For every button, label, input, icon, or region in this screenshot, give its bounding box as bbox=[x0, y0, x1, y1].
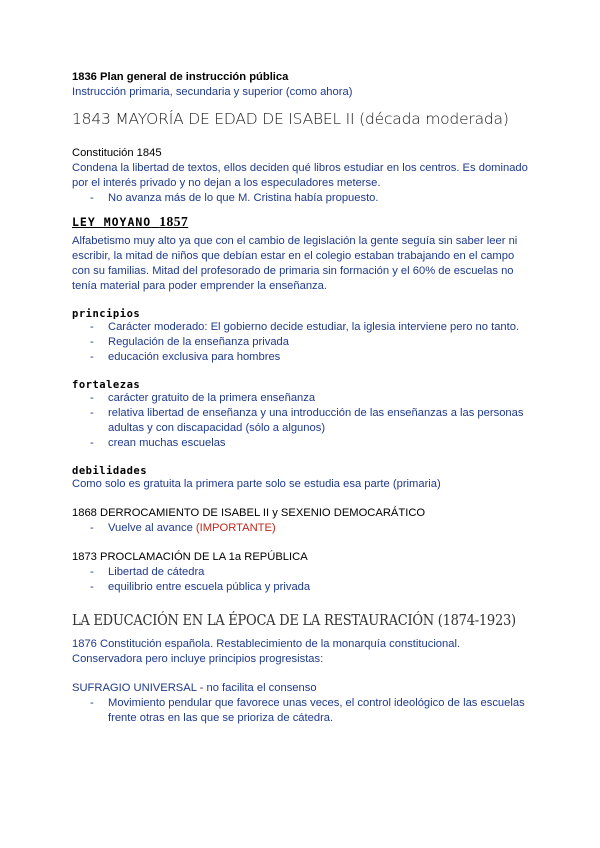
list-item: - educación exclusiva para hombres bbox=[90, 351, 281, 363]
list-item: - Libertad de cátedra bbox=[90, 566, 205, 578]
list-sufragio bbox=[72, 696, 532, 726]
text-1845-line2: por el interés privado y no dejan a los especuladores meterse. bbox=[72, 177, 381, 189]
text-debilidades: Como solo es gratuita la primera parte solo se estudia esa parte (primaria) bbox=[72, 478, 441, 490]
text-ley-moyano: Alfabetismo muy alto ya que con el cambio de legislación la gente seguía sin saber leer ni escribir, la mitad de niños que debían estar en el colegio estaban trabajando en el campo con su familias. Mitad del profesorado de primaria sin formación y el 60% de escuelas no tenía material para poder emprender la enseñanza. bbox=[72, 235, 518, 292]
heading-restauracion: LA EDUCACIÓN EN LA ÉPOCA DE LA RESTAURACIÓN (1874-1923) bbox=[72, 613, 516, 629]
heading-1843: 1843 MAYORÍA DE EDAD DE ISABEL II (década moderada) bbox=[72, 110, 509, 128]
heading-principios: principios bbox=[72, 308, 141, 320]
heading-debilidades: debilidades bbox=[72, 465, 148, 477]
list-principios bbox=[72, 320, 532, 365]
list-item: - Vuelve al avance (IMPORTANTE) bbox=[90, 522, 276, 534]
important-label: (IMPORTANTE) bbox=[195, 522, 276, 534]
heading-ley-moyano: LEY MOYANO 1857 bbox=[72, 214, 189, 229]
list-item: - Regulación de la enseñanza privada bbox=[90, 336, 289, 348]
text-1836: Instrucción primaria, secundaria y superior (como ahora) bbox=[72, 86, 353, 98]
heading-sufragio: SUFRAGIO UNIVERSAL - no facilita el consenso bbox=[72, 682, 317, 694]
list-item: - Movimiento pendular que favorece unas veces, el control ideológico de las escuelas frente otras en las que se prioriza de cátedra. bbox=[90, 697, 525, 724]
heading-1873: 1873 PROCLAMACIÓN DE LA 1a REPÚBLICA bbox=[72, 551, 308, 563]
heading-1836: 1836 Plan general de instrucción pública bbox=[72, 71, 289, 83]
list-item: - crean muchas escuelas bbox=[90, 437, 226, 449]
text-restauracion-line2: Conservadora pero incluye principios progresistas: bbox=[72, 653, 324, 665]
list-item: - No avanza más de lo que M. Cristina había propuesto. bbox=[90, 192, 379, 204]
list-fortalezas bbox=[72, 391, 532, 451]
list-1868 bbox=[72, 521, 532, 536]
list-item: - Carácter moderado: El gobierno decide estudiar, la iglesia interviene pero no tanto. bbox=[90, 321, 520, 333]
document-page bbox=[72, 70, 532, 726]
list-item: - relativa libertad de enseñanza y una introducción de las enseñanzas a las personas adultas y con discapacidad (sólo a algunos) bbox=[90, 407, 524, 434]
text-restauracion-line1: 1876 Constitución española. Restablecimiento de la monarquía constitucional. bbox=[72, 638, 461, 650]
list-1845 bbox=[72, 191, 532, 206]
list-item: - equilibrio entre escuela pública y privada bbox=[90, 581, 311, 593]
list-1873 bbox=[72, 565, 532, 595]
text-1845-line1: Condena la libertad de textos, ellos deciden qué libros estudiar en los centros. Es dominado bbox=[72, 162, 528, 174]
heading-1868: 1868 DERROCAMIENTO DE ISABEL II y SEXENIO DEMOCARÁTICO bbox=[72, 507, 426, 519]
heading-fortalezas: fortalezas bbox=[72, 379, 141, 391]
heading-constitucion-1845: Constitución 1845 bbox=[72, 147, 162, 159]
section-1836 bbox=[72, 70, 532, 100]
section-1845 bbox=[72, 146, 532, 206]
list-item: - carácter gratuito de la primera enseñanza bbox=[90, 392, 316, 404]
